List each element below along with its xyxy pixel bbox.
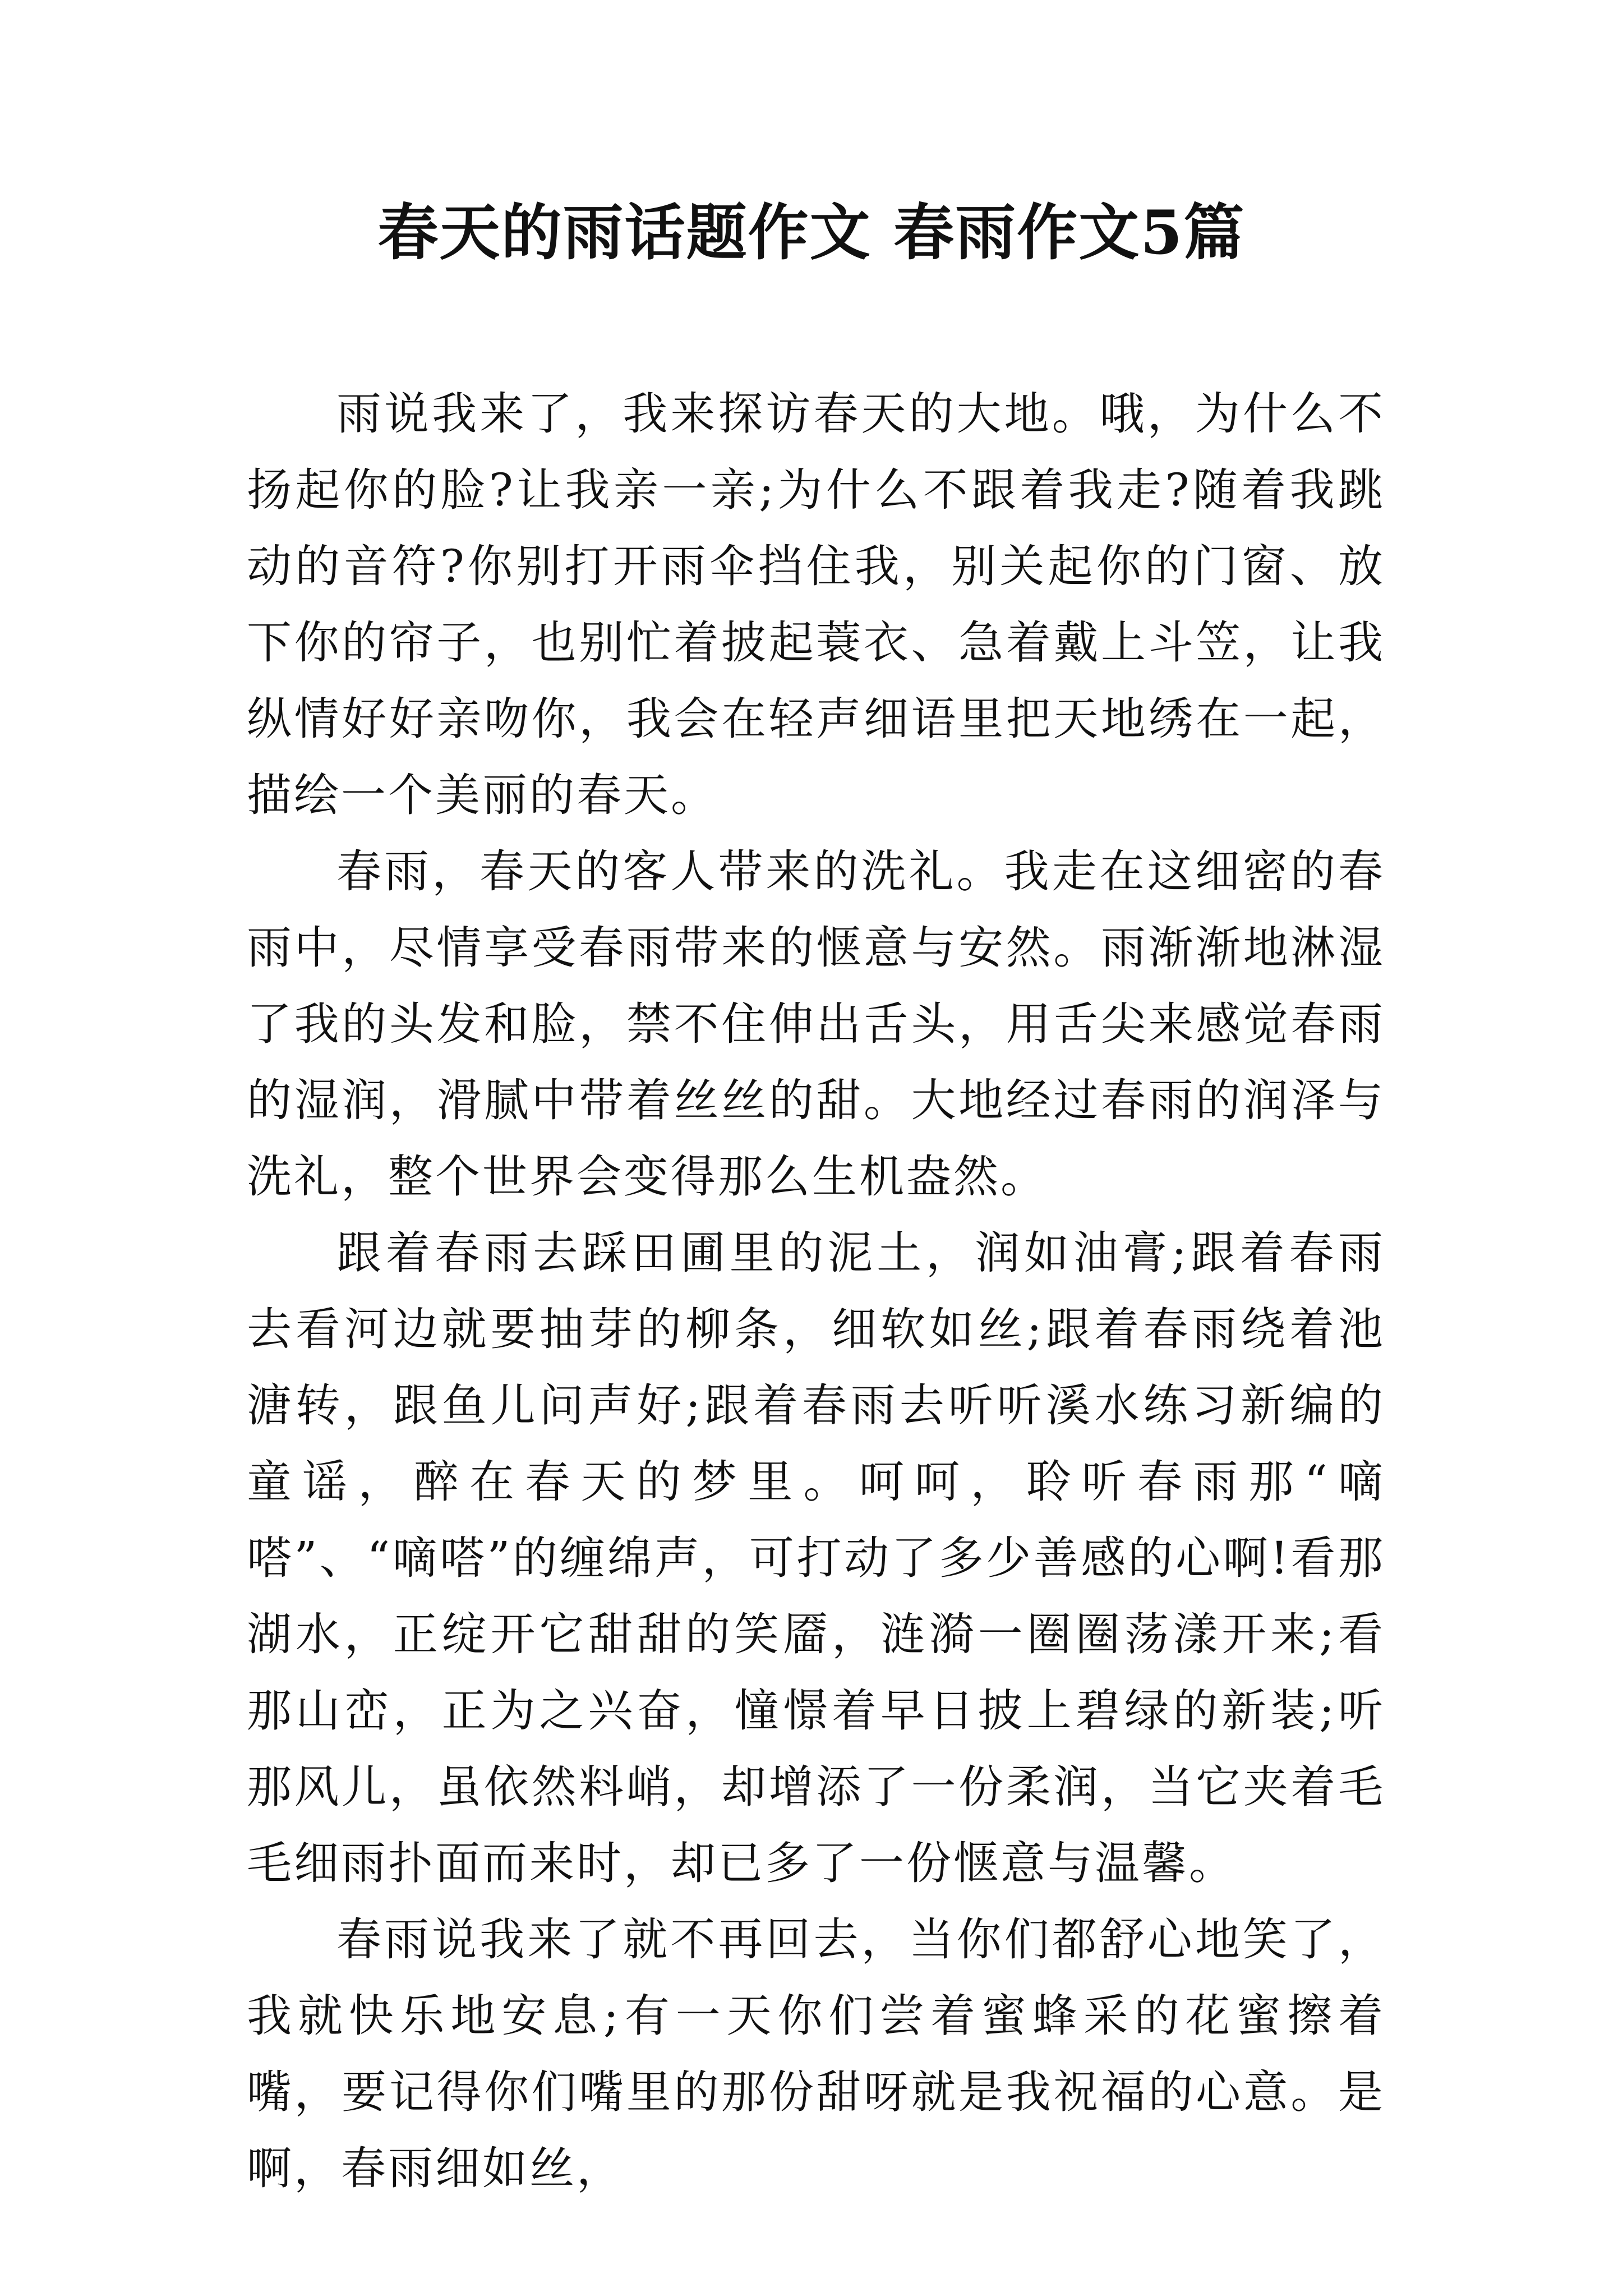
paragraph-4: 春雨说我来了就不再回去，当你们都舒心地笑了，我就快乐地安息;有一天你们尝着蜜蜂采的花蜜擦着嘴，要记得你们嘴里的那份甜呀就是我祝福的心意。是啊，春雨细如丝，	[247, 1913, 1385, 2194]
document-title: 春天的雨话题作文 春雨作文5篇	[377, 197, 1246, 268]
paragraph-2: 春雨，春天的客人带来的洗礼。我走在这细密的春雨中，尽情享受春雨带来的惬意与安然。雨渐渐地淋湿了我的头发和脸，禁不住伸出舌头，用舌尖来感觉春雨的湿润，滑腻中带着丝丝的甜。大地经过春雨的润泽与洗礼，整个世界会变得那么生机盎然。	[247, 845, 1385, 1203]
paragraph-1: 雨说我来了，我来探访春天的大地。哦，为什么不扬起你的脸?让我亲一亲;为什么不跟着我走?随着我跳动的音符?你别打开雨伞挡住我，别关起你的门窗、放下你的帘子，也别忙着披起蓑衣、急着戴上斗笠，让我纵情好好亲吻你，我会在轻声细语里把天地绣在一起，描绘一个美丽的春天。	[247, 388, 1385, 821]
document-body	[247, 376, 1385, 2207]
paragraph-3: 跟着春雨去踩田圃里的泥土，润如油膏;跟着春雨去看河边就要抽芽的柳条，细软如丝;跟着春雨绕着池溏转，跟鱼儿问声好;跟着春雨去听听溪水练习新编的童谣，醉在春天的梦里。呵呵，聆听春雨那“嘀嗒”、“嘀嗒”的缠绵声，可打动了多少善感的心啊!看那湖水，正绽开它甜甜的笑靥，涟漪一圈圈荡漾开来;看那山峦，正为之兴奋，憧憬着早日披上碧绿的新装;听那风儿，虽依然料峭，却增添了一份柔润，当它夹着毛毛细雨扑面而来时，却已多了一份惬意与温馨。	[247, 1227, 1385, 1889]
